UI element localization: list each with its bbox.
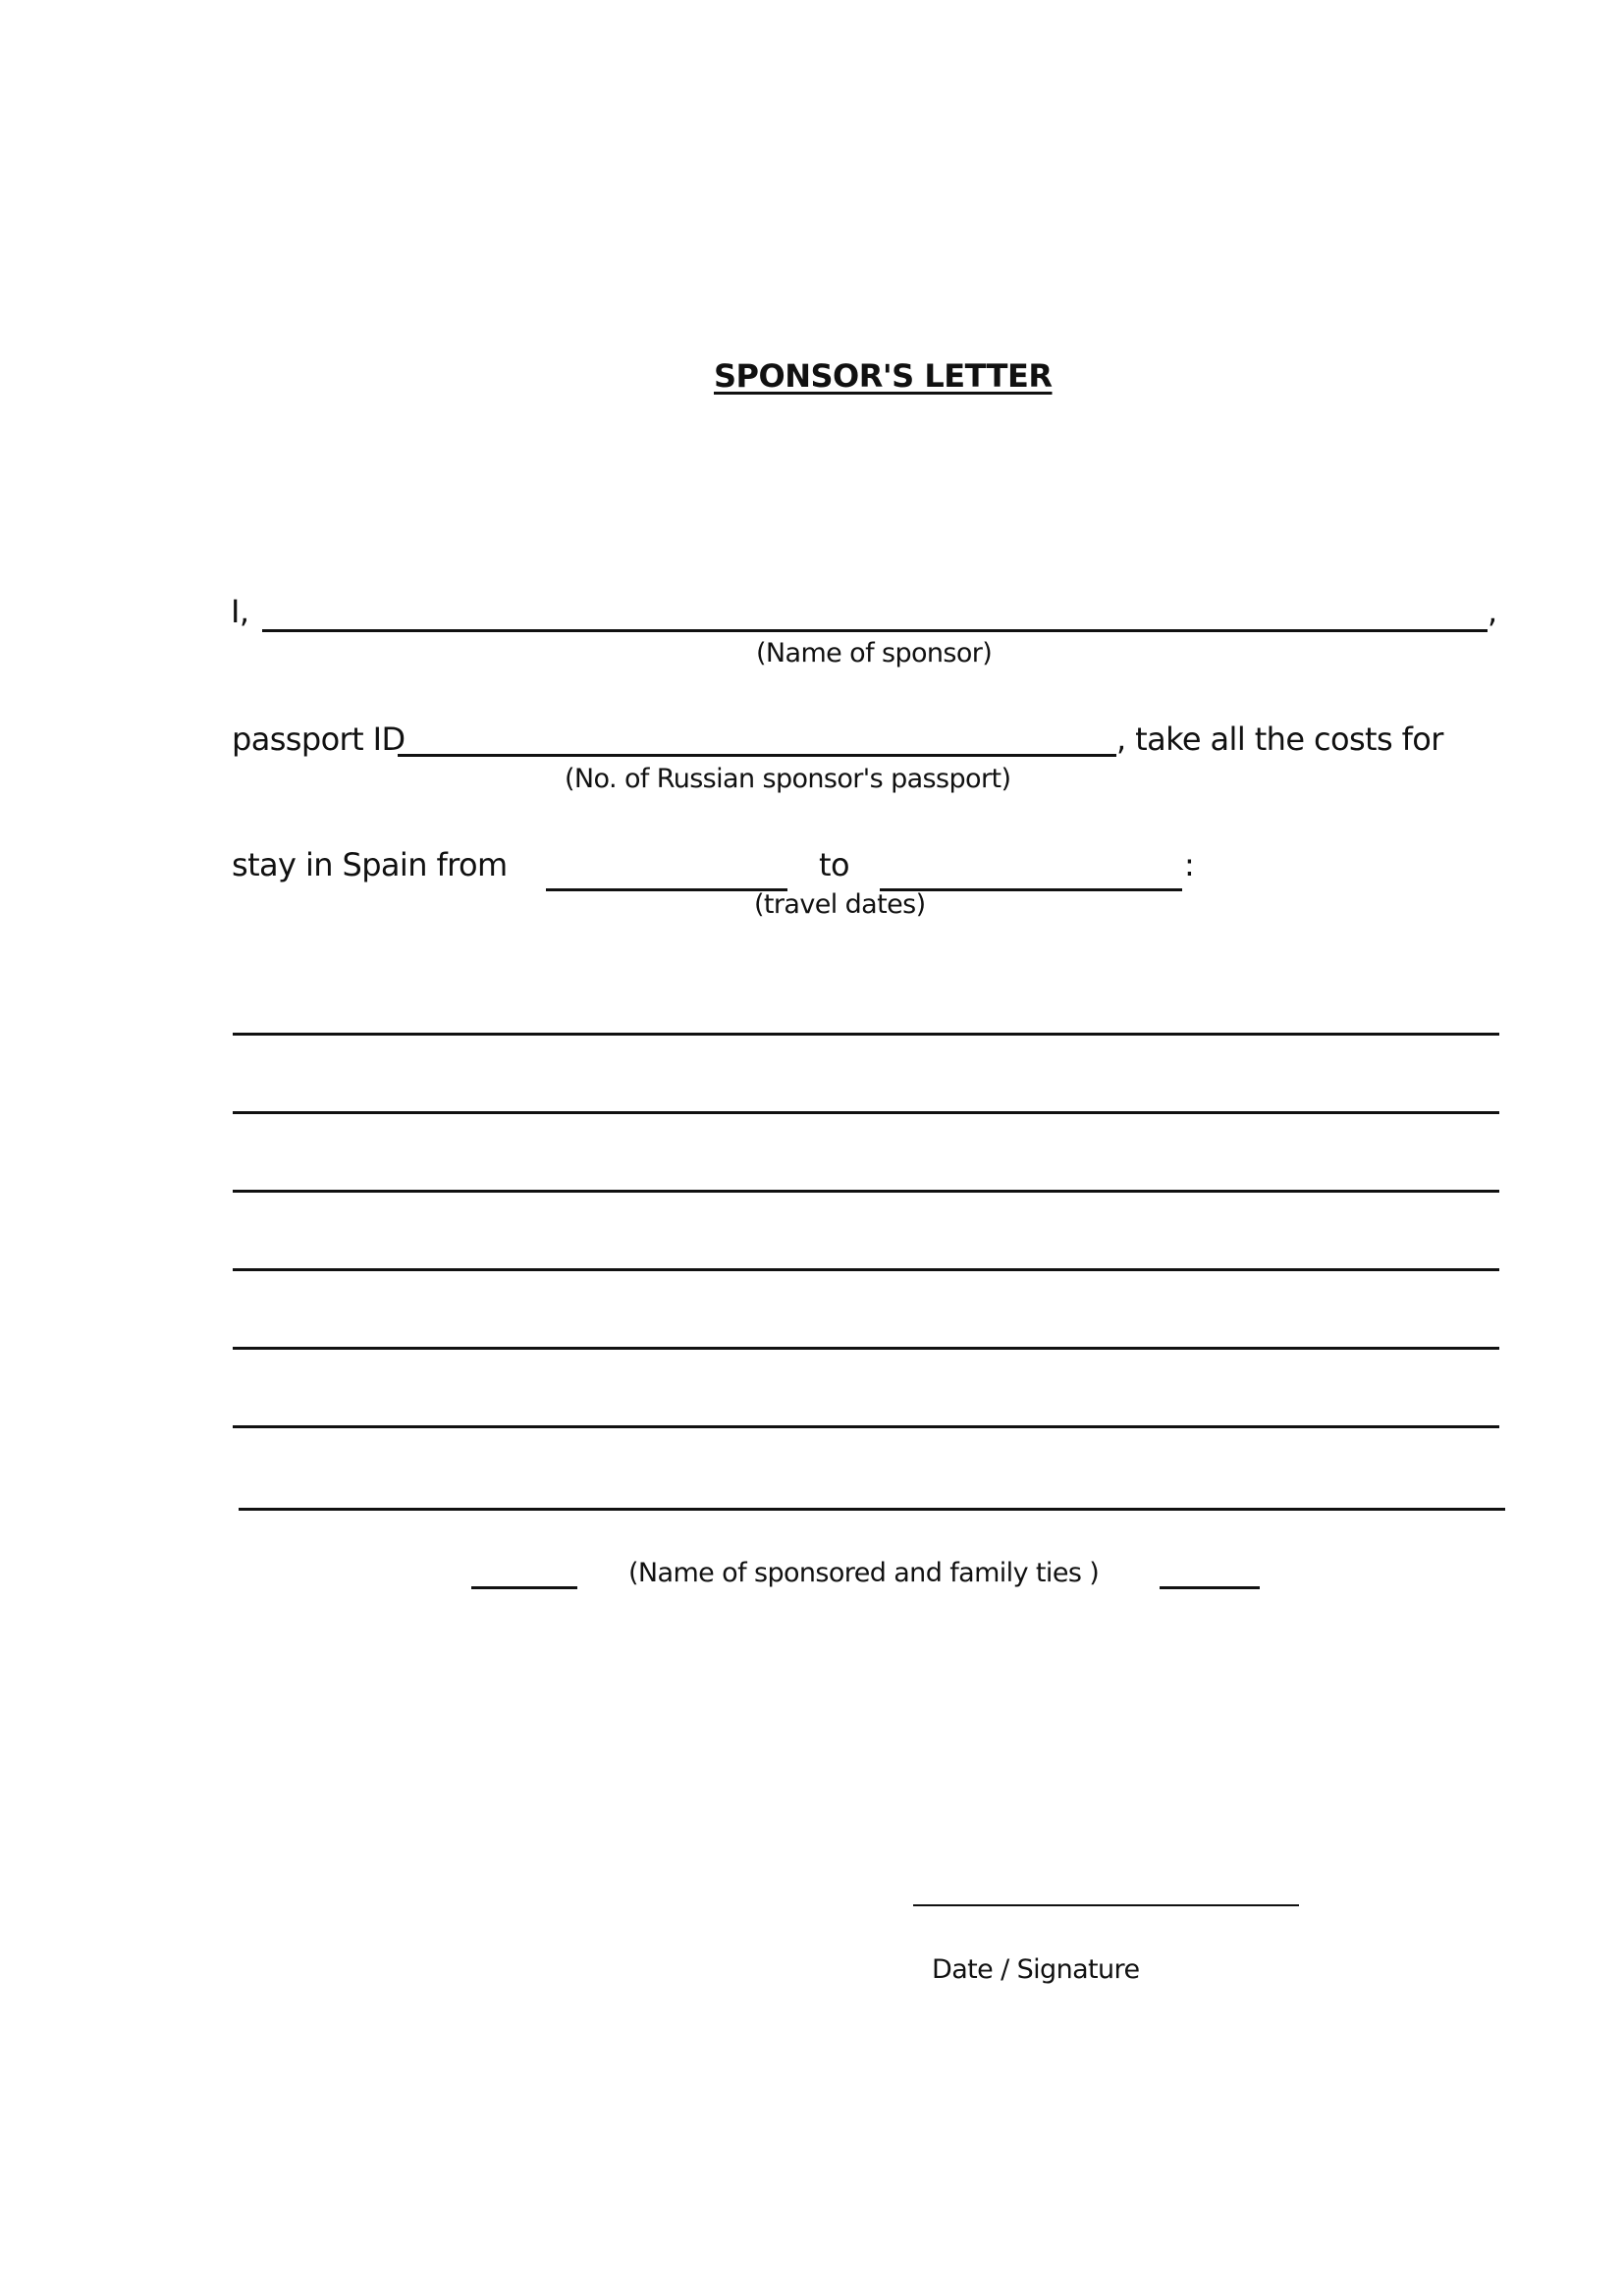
free-text-line-1[interactable]: [233, 1033, 1499, 1036]
sponsored-right-field[interactable]: [1160, 1586, 1260, 1589]
sponsor-prefix: I,: [231, 593, 249, 630]
signature-field[interactable]: [913, 1904, 1299, 1906]
passport-id-field[interactable]: [398, 754, 1116, 757]
free-text-line-6[interactable]: [233, 1425, 1499, 1428]
sponsor-name-field[interactable]: [262, 629, 1488, 632]
signature-caption: Date / Signature: [932, 1954, 1140, 1985]
document-title: SPONSOR'S LETTER: [714, 357, 1053, 395]
passport-caption: (No. of Russian sponsor's passport): [565, 764, 1011, 794]
free-text-line-7[interactable]: [239, 1508, 1505, 1511]
stay-connector: to: [819, 846, 849, 883]
sponsored-caption: (Name of sponsored and family ties ): [628, 1558, 1100, 1588]
free-text-line-4[interactable]: [233, 1268, 1499, 1271]
passport-suffix: , take all the costs for: [1116, 721, 1443, 758]
stay-prefix: stay in Spain from: [232, 846, 508, 883]
sponsor-name-caption: (Name of sponsor): [756, 638, 993, 668]
sponsored-left-field[interactable]: [471, 1586, 577, 1589]
free-text-line-2[interactable]: [233, 1111, 1499, 1114]
free-text-line-5[interactable]: [233, 1347, 1499, 1350]
passport-prefix: passport ID: [232, 721, 406, 758]
sponsor-suffix: ,: [1488, 593, 1497, 630]
stay-suffix: :: [1184, 846, 1195, 883]
free-text-line-3[interactable]: [233, 1190, 1499, 1193]
travel-date-from-field[interactable]: [546, 888, 787, 891]
travel-dates-caption: (travel dates): [754, 889, 926, 920]
